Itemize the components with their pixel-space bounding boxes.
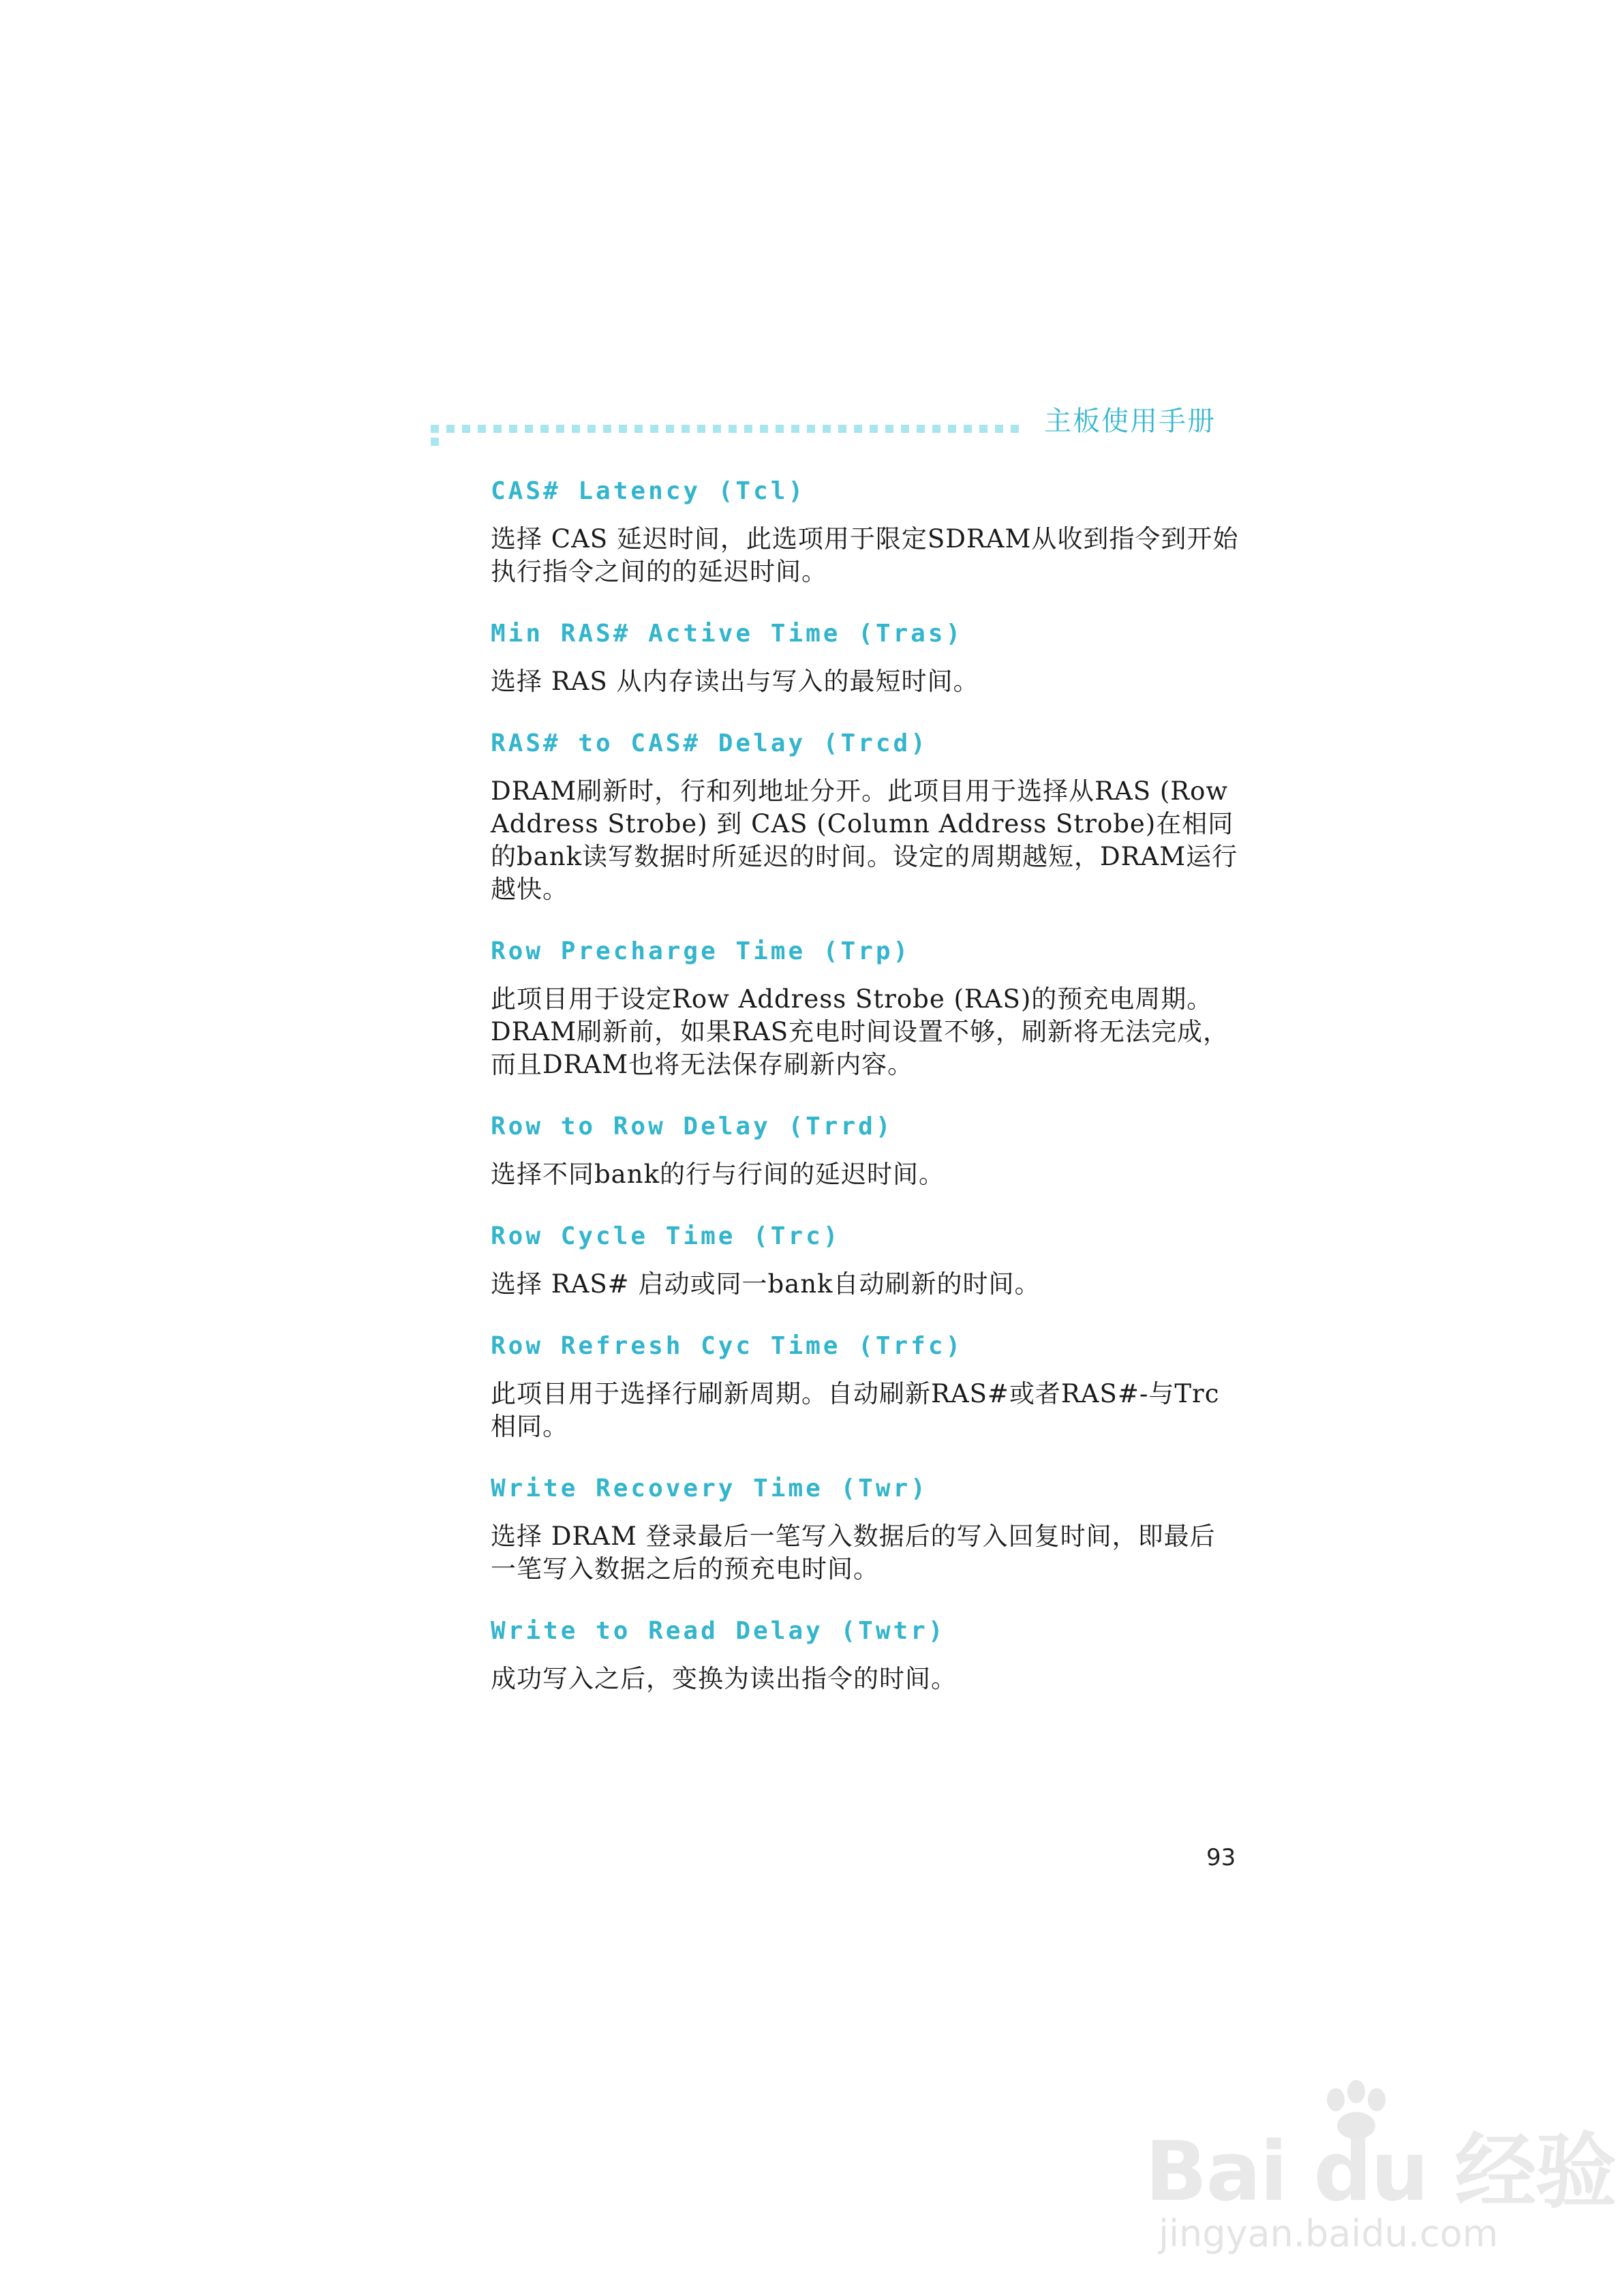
section-body: 选择 CAS 延迟时间，此选项用于限定SDRAM从收到指令到开始执行指令之间的的延迟时间。 <box>491 524 1239 586</box>
section-title: Write to Read Delay (Twtr) <box>491 1617 946 1645</box>
header-dot <box>948 425 956 433</box>
section-row-refresh-cyc-time <box>491 1332 1240 1443</box>
section-body: 选择 DRAM 登录最后一笔写入数据后的写入回复时间，即最后一笔写入数据之后的预充电时间。 <box>491 1522 1216 1584</box>
header-title: 主板使用手册 <box>1044 406 1216 437</box>
header-dot-rule <box>431 423 1030 435</box>
header-dot <box>431 438 439 446</box>
section-body: 选择 RAS 从内存读出与写入的最短时间。 <box>491 667 979 696</box>
header-dot <box>697 425 705 433</box>
header-dot <box>979 425 988 433</box>
section-body: DRAM刷新时，行和列地址分开。此项目用于选择从RAS (Row Address Strobe) 到 CAS (Column Address Strobe)在相同的bank读写数据时所延迟的时间。设定的周期越短，DRAM运行越快。 <box>491 776 1238 904</box>
section-title: CAS# Latency (Tcl) <box>491 477 806 505</box>
header-dot <box>666 425 674 433</box>
section-title: RAS# to CAS# Delay (Trcd) <box>491 729 928 757</box>
header-dot <box>932 425 940 433</box>
section-cas-latency <box>491 477 1240 588</box>
section-title: Row to Row Delay (Trrd) <box>491 1113 893 1141</box>
header-dot <box>650 425 658 433</box>
section-title: Write Recovery Time (Twr) <box>491 1475 928 1502</box>
header-dot <box>807 425 815 433</box>
header-dot <box>823 425 831 433</box>
section-row-to-row-delay <box>491 1113 1240 1191</box>
watermark-url: jingyan.baidu.com <box>1159 2212 1499 2255</box>
header-dot <box>446 425 455 433</box>
header-dot <box>838 425 846 433</box>
header-dot <box>462 425 470 433</box>
header-dot <box>572 425 580 433</box>
section-row-cycle-time <box>491 1222 1240 1301</box>
header-dot <box>854 425 862 433</box>
section-body: 选择 RAS# 启动或同一bank自动刷新的时间。 <box>491 1269 1041 1299</box>
header-dot <box>760 425 768 433</box>
header-dot <box>603 425 611 433</box>
header-dot <box>682 425 690 433</box>
header-dot <box>634 425 643 433</box>
header-dot <box>1011 425 1019 433</box>
section-title: Row Precharge Time (Trp) <box>491 937 911 965</box>
header-dot <box>885 425 893 433</box>
header-dot <box>995 425 1003 433</box>
document-content <box>491 477 1240 1727</box>
header-dot <box>776 425 784 433</box>
baidu-watermark <box>1145 2079 1616 2256</box>
section-body: 此项目用于设定Row Address Strobe (RAS)的预充电周期。DRAM刷新前，如果RAS充电时间设置不够，刷新将无法完成，而且DRAM也将无法保存刷新内容。 <box>491 984 1229 1079</box>
header-dot <box>729 425 737 433</box>
header-dot <box>431 425 439 433</box>
section-min-ras-active-time <box>491 620 1240 698</box>
header-dot <box>525 425 533 433</box>
page-header <box>431 399 1249 443</box>
header-dot <box>478 425 486 433</box>
watermark-logo-text: Bai du 经验 <box>1145 2125 1616 2220</box>
header-dot <box>493 425 502 433</box>
header-dot <box>509 425 517 433</box>
header-dot <box>744 425 752 433</box>
section-title: Row Cycle Time (Trc) <box>491 1222 841 1250</box>
header-dot <box>901 425 909 433</box>
header-dot <box>917 425 925 433</box>
header-dot <box>619 425 627 433</box>
header-dot <box>587 425 596 433</box>
page-number: 93 <box>1206 1844 1236 1871</box>
section-title: Min RAS# Active Time (Tras) <box>491 620 964 648</box>
header-dot <box>791 425 799 433</box>
section-body: 选择不同bank的行与行间的延迟时间。 <box>491 1160 945 1189</box>
section-write-to-read-delay <box>491 1617 1240 1695</box>
header-dot <box>540 425 549 433</box>
section-body: 成功写入之后，变换为读出指令的时间。 <box>491 1664 957 1693</box>
header-dot <box>870 425 878 433</box>
section-body: 此项目用于选择行刷新周期。自动刷新RAS#或者RAS#-与Trc相同。 <box>491 1379 1220 1441</box>
section-write-recovery-time <box>491 1475 1240 1586</box>
header-dot <box>556 425 564 433</box>
header-dot <box>713 425 721 433</box>
header-dot <box>964 425 972 433</box>
section-ras-to-cas-delay <box>491 729 1240 906</box>
section-title: Row Refresh Cyc Time (Trfc) <box>491 1332 964 1360</box>
section-row-precharge-time <box>491 937 1240 1081</box>
